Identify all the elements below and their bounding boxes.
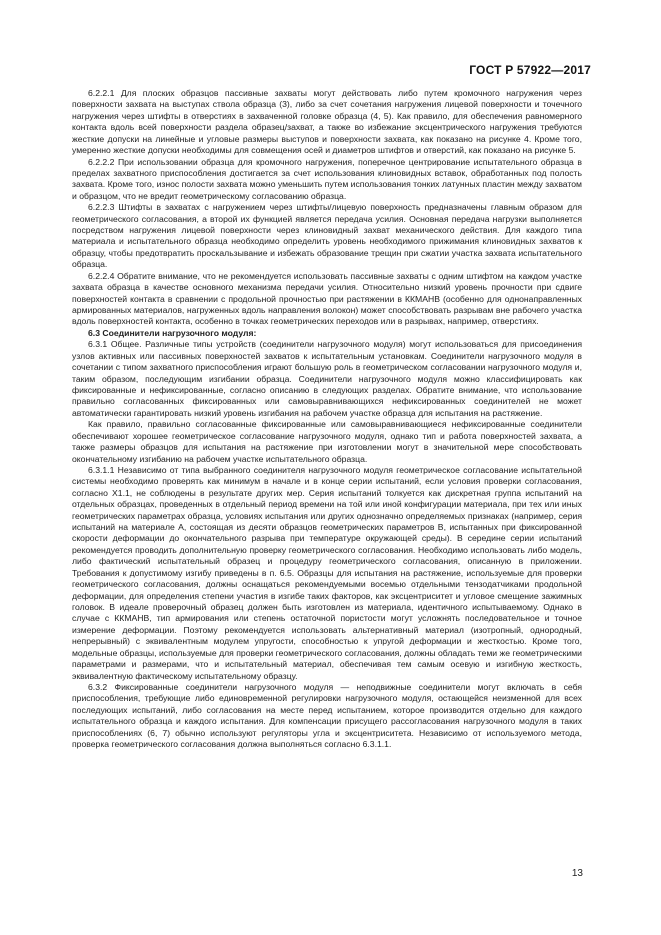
document-standard-id: ГОСТ Р 57922—2017 <box>469 63 591 77</box>
page-number: 13 <box>571 868 583 879</box>
paragraph-6-3-2: 6.3.2 Фиксированные соединители нагрузочного модуля — неподвижные соединители могут включать в себя приспособления, требующие либо единовременной регулировки нагрузочного модуля, остающейся неизменной для всех последующих испытаний, либо согласования на месте перед испытанием, которое производится отдельно для каждого испытательного образца и каждого испытания. Для компенсации присущего рассогласования нагрузочного модуля в таких приспособлениях (6, 7) обычно используют регуляторы угла и эксцентриситета. Независимо от используемого метода, проверка геометрического согласования должна выполняться согласно 6.3.1.1. <box>72 681 582 750</box>
section-heading-6-3: 6.3 Соединители нагрузочного модуля: <box>88 327 257 338</box>
paragraph-6-3-1: 6.3.1 Общее. Различные типы устройств (соединители нагрузочного модуля) могут использоваться для присоединения узлов активных или пассивных поверхностей захватов к испытательным установкам. Соединители нагрузочного модуля в сочетании с типом захватного приспособления играют большую роль в геометрическом согласовании нагрузочного модуля и, таким образом, последующим изгибании образца. Соединители нагрузочного модуля можно классифицировать как фиксированные и нефиксированные, согласно описанию в следующих разделах. Обратите внимание, что использование правильно согласованных фиксированных или самовыравнивающихся нефиксированных соединителей не может автоматически гарантировать низкий уровень изгибания на рабочем участке образца для испытания на растяжение. <box>72 339 582 418</box>
document-body <box>72 88 582 750</box>
paragraph-6-2-2-2: 6.2.2.2 При использовании образца для кромочного нагружения, поперечное центрирование испытательного образца в пределах захватного приспособления достигается за счет использования клиновидных вставок, обработанных под полость захвата. Кроме того, износ полости захвата можно уменьшить путем использования тонких латунных пластин между захватом и образцом, что не вредит геометрическому согласованию образца. <box>72 156 582 201</box>
paragraph-6-2-2-4: 6.2.2.4 Обратите внимание, что не рекомендуется использовать пассивные захваты с одним штифтом на каждом участке захвата образца в качестве основного механизма передачи усилия. Относительно низкий уровень прочности при сдвиге поверхностей контакта в сравнении с продольной прочностью при растяжении в ККМАНВ (особенно для однонаправленных армированных материалов, нагруженных вдоль направления волокон) может способствовать разрывам вне рабочего участка вдоль поверхностей контакта, особенно в точках геометрических переходов или в разрывах, например, отверстиях. <box>72 270 582 327</box>
paragraph-6-3-1-1: 6.3.1.1 Независимо от типа выбранного соединителя нагрузочного модуля геометрическое согласование испытательной системы необходимо проверять как минимум в начале и в конце серии испытаний, если условия проверки согласования, согласно X1.1, не соблюдены в результате других мер. Серия испытаний толкуется как дискретная группа испытаний на отдельных образцах, проведенных в отдельный период времени на той или иной конфигурации материала, при тех или иных геометрических параметрах образца, условиях испытания или других однозначно определяемых признаках (например, серия испытаний на материале А, состоящая из десяти образцов геометрических параметров В, испытанных при фиксированной скорости деформации до окончательного разрыва при температуре окружающей среды). В середине серии испытаний рекомендуется проводить дополнительную проверку геометрического согласования. Необходимо использовать либо модель, либо фактический испытательный образец и процедуру геометрического согласования, описанную в приложении. Требования к допустимому изгибу приведены в п. 6.5. Образцы для испытания на растяжение, используемые для проверки геометрического согласования, должны оснащаться рекомендуемыми восемью отдельными тензодатчиками продольной деформации, для определения степени участия в изгибе таких факторов, как эксцентриситет и угловое смещение зажимных головок. В идеале проверочный образец должен быть изготовлен из материала, идентичного испытываемому. Однако в случае с ККМАНВ, тип армирования или степень остаточной пористости могут усложнять последовательное и точное измерение деформации. Поэтому рекомендуется использовать альтернативный материал (изотропный, однородный, непрерывный) с эквивалентным модулем упругости, способностью к упругой деформации и жесткостью. Кроме того, модельные образцы, используемые для проверки геометрического согласования, должны обладать теми же геометрическими параметрами и размерами, что и испытательный материал, обеспечивая тем самым осевую и изгибную жесткость, эквивалентную фактическому испытательному образцу. <box>72 464 582 681</box>
paragraph-6-2-2-1: 6.2.2.1 Для плоских образцов пассивные захваты могут действовать либо путем кромочного нагружения через поверхности захвата на выступах ствола образца (3), либо за счет сочетания нагружения лицевой поверхности и точечного нагружения через штифты в отверстиях в захваченной головке образца (4, 5). Как правило, для обеспечения равномерного контакта вдоль всей поверхности раздела образец/захват, а также во избежание эксцентрического нагружения требуются жесткие допуски на линейные и угловые размеры выступов и поверхности захвата, как показано на рисунке 4. Кроме того, умеренно жесткие допуски необходимы для совмещения осей и диаметров штифтов и отверстий, как показано на рисунке 5. <box>72 88 582 156</box>
paragraph-6-3-1-note: Как правило, правильно согласованные фиксированные или самовыравнивающиеся нефиксированные соединители обеспечивают хорошее геометрическое согласование нагрузочного модуля, однако тип и работа поверхностей захвата, а также размеры образцов для испытания на растяжение при изготовлении могут в значительной мере способствовать окончательному изгибанию на рабочем участке испытательного образца. <box>72 419 582 464</box>
paragraph-6-2-2-3: 6.2.2.3 Штифты в захватах с нагружением через штифты/лицевую поверхность предназначены главным образом для геометрического согласования, а второй их функцией является передача усилия. Основная передача нагрузки выполняется посредством нагружения лицевой поверхности через клиновидный захват механического действия. Для каждого типа материала и испытательного образца необходимо определить уровень необходимого прижимания клиновидных захватов к образцу, чтобы предотвратить проскальзывание и избежать образование трещин при сжатии участка захвата испытательного образца. <box>72 202 582 270</box>
